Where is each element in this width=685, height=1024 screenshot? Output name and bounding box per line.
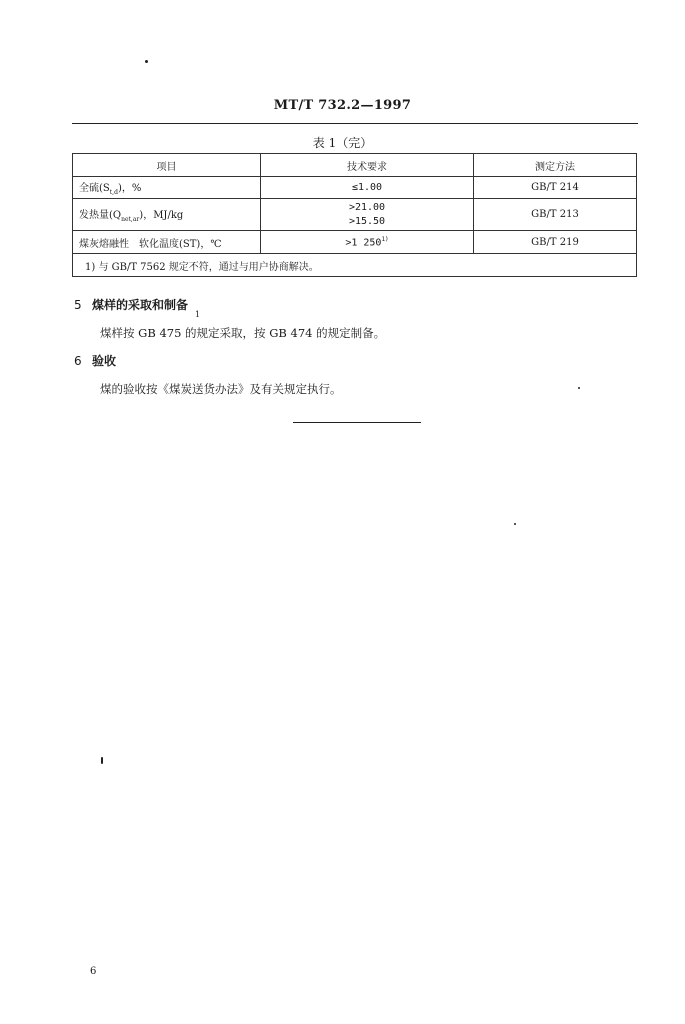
row-method: GB/T 219 <box>474 231 637 254</box>
row-requirement: ≤1.00 <box>261 177 474 199</box>
scan-speck <box>578 387 580 389</box>
table-footnote: 1) 与 GB/T 7562 规定不符，通过与用户协商解决。 <box>73 254 637 277</box>
table-row <box>73 199 637 231</box>
row-item-calorific-value <box>73 199 261 231</box>
section-title: 煤样的采取和制备 <box>92 298 189 312</box>
footnote-ref: 1) <box>381 235 389 243</box>
requirement-line-1: >21.00 <box>348 201 386 213</box>
section-mark: 1 <box>195 310 201 319</box>
item-subscript: t,d <box>109 189 118 196</box>
table-footnote-row <box>73 254 637 277</box>
standard-code: MT/T 732.2—1997 <box>273 98 412 113</box>
column-header-requirement: 技术要求 <box>261 154 474 177</box>
page-number: 6 <box>90 966 97 977</box>
section-number: 5 <box>74 298 82 312</box>
column-header-item: 项目 <box>73 154 261 177</box>
header-rule <box>72 123 638 124</box>
section-number: 6 <box>74 354 82 368</box>
spec-table <box>72 153 637 277</box>
section-6-heading <box>74 352 116 369</box>
section-5-body: 煤样按 GB 475 的规定采取，按 GB 474 的规定制备。 <box>100 326 386 340</box>
section-6-body: 煤的验收按《煤炭送货办法》及有关规定执行。 <box>100 382 342 396</box>
section-5-heading <box>74 296 188 313</box>
table-caption: 表 1（完） <box>312 136 373 150</box>
requirement-line-2: >15.50 <box>348 215 386 227</box>
item-subscript: net,ar <box>121 216 140 223</box>
table-row <box>73 177 637 199</box>
row-item-ash-fusibility: 煤灰熔融性 软化温度(ST)，℃ <box>73 231 261 254</box>
item-text: 全硫(S <box>79 183 110 194</box>
row-method: GB/T 214 <box>474 177 637 199</box>
scan-speck <box>101 757 103 764</box>
row-requirement <box>261 199 474 231</box>
row-item-total-sulfur <box>73 177 261 199</box>
row-requirement <box>261 231 474 254</box>
row-method: GB/T 213 <box>474 199 637 231</box>
item-text: 发热量(Q <box>79 210 122 221</box>
end-of-text-rule <box>293 422 421 423</box>
requirement-text: >1 250 <box>345 237 382 249</box>
table-header-row <box>73 154 637 177</box>
item-text-rest: )，MJ/kg <box>139 210 184 221</box>
scan-speck <box>514 523 516 525</box>
column-header-method: 测定方法 <box>474 154 637 177</box>
table-row <box>73 231 637 254</box>
section-title: 验收 <box>92 354 117 368</box>
scan-speck <box>145 60 148 63</box>
item-text-rest: )，% <box>117 183 142 194</box>
